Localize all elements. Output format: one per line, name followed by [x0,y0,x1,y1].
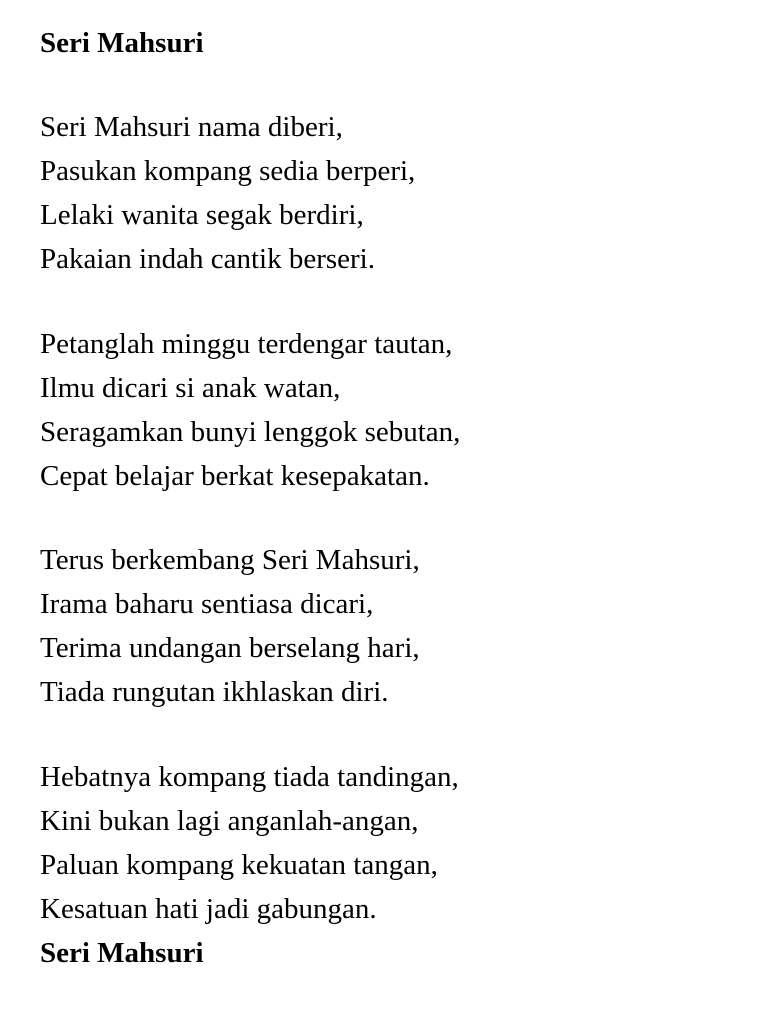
stanza-1 [40,110,415,286]
poem-line: Petanglah minggu terdengar tautan, [40,328,453,360]
poem-title: Seri Mahsuri [40,27,204,59]
poem-line: Lelaki wanita segak berdiri, [40,199,364,231]
poem-line: Kesatuan hati jadi gabungan. [40,893,377,925]
poem-line: Paluan kompang kekuatan tangan, [40,849,438,881]
poem-closing-title: Seri Mahsuri [40,937,204,969]
poem-line: Tiada rungutan ikhlaskan diri. [40,676,389,708]
poem-line: Pasukan kompang sedia berperi, [40,155,416,187]
poem-line: Seri Mahsuri nama diberi, [40,111,343,143]
stanza-2 [40,327,460,503]
poem-line: Ilmu dicari si anak watan, [40,372,341,404]
poem-line: Cepat belajar berkat kesepakatan. [40,460,430,492]
poem-line: Terus berkembang Seri Mahsuri, [40,544,420,576]
poem-line: Irama baharu sentiasa dicari, [40,588,374,620]
stanza-3 [40,543,420,719]
poem-line: Hebatnya kompang tiada tandingan, [40,761,459,793]
poem-line: Seragamkan bunyi lenggok sebutan, [40,416,461,448]
poem-line: Terima undangan berselang hari, [40,632,420,664]
poem-line: Kini bukan lagi anganlah-angan, [40,805,419,837]
stanza-4 [40,760,459,936]
poem-line: Pakaian indah cantik berseri. [40,243,375,275]
